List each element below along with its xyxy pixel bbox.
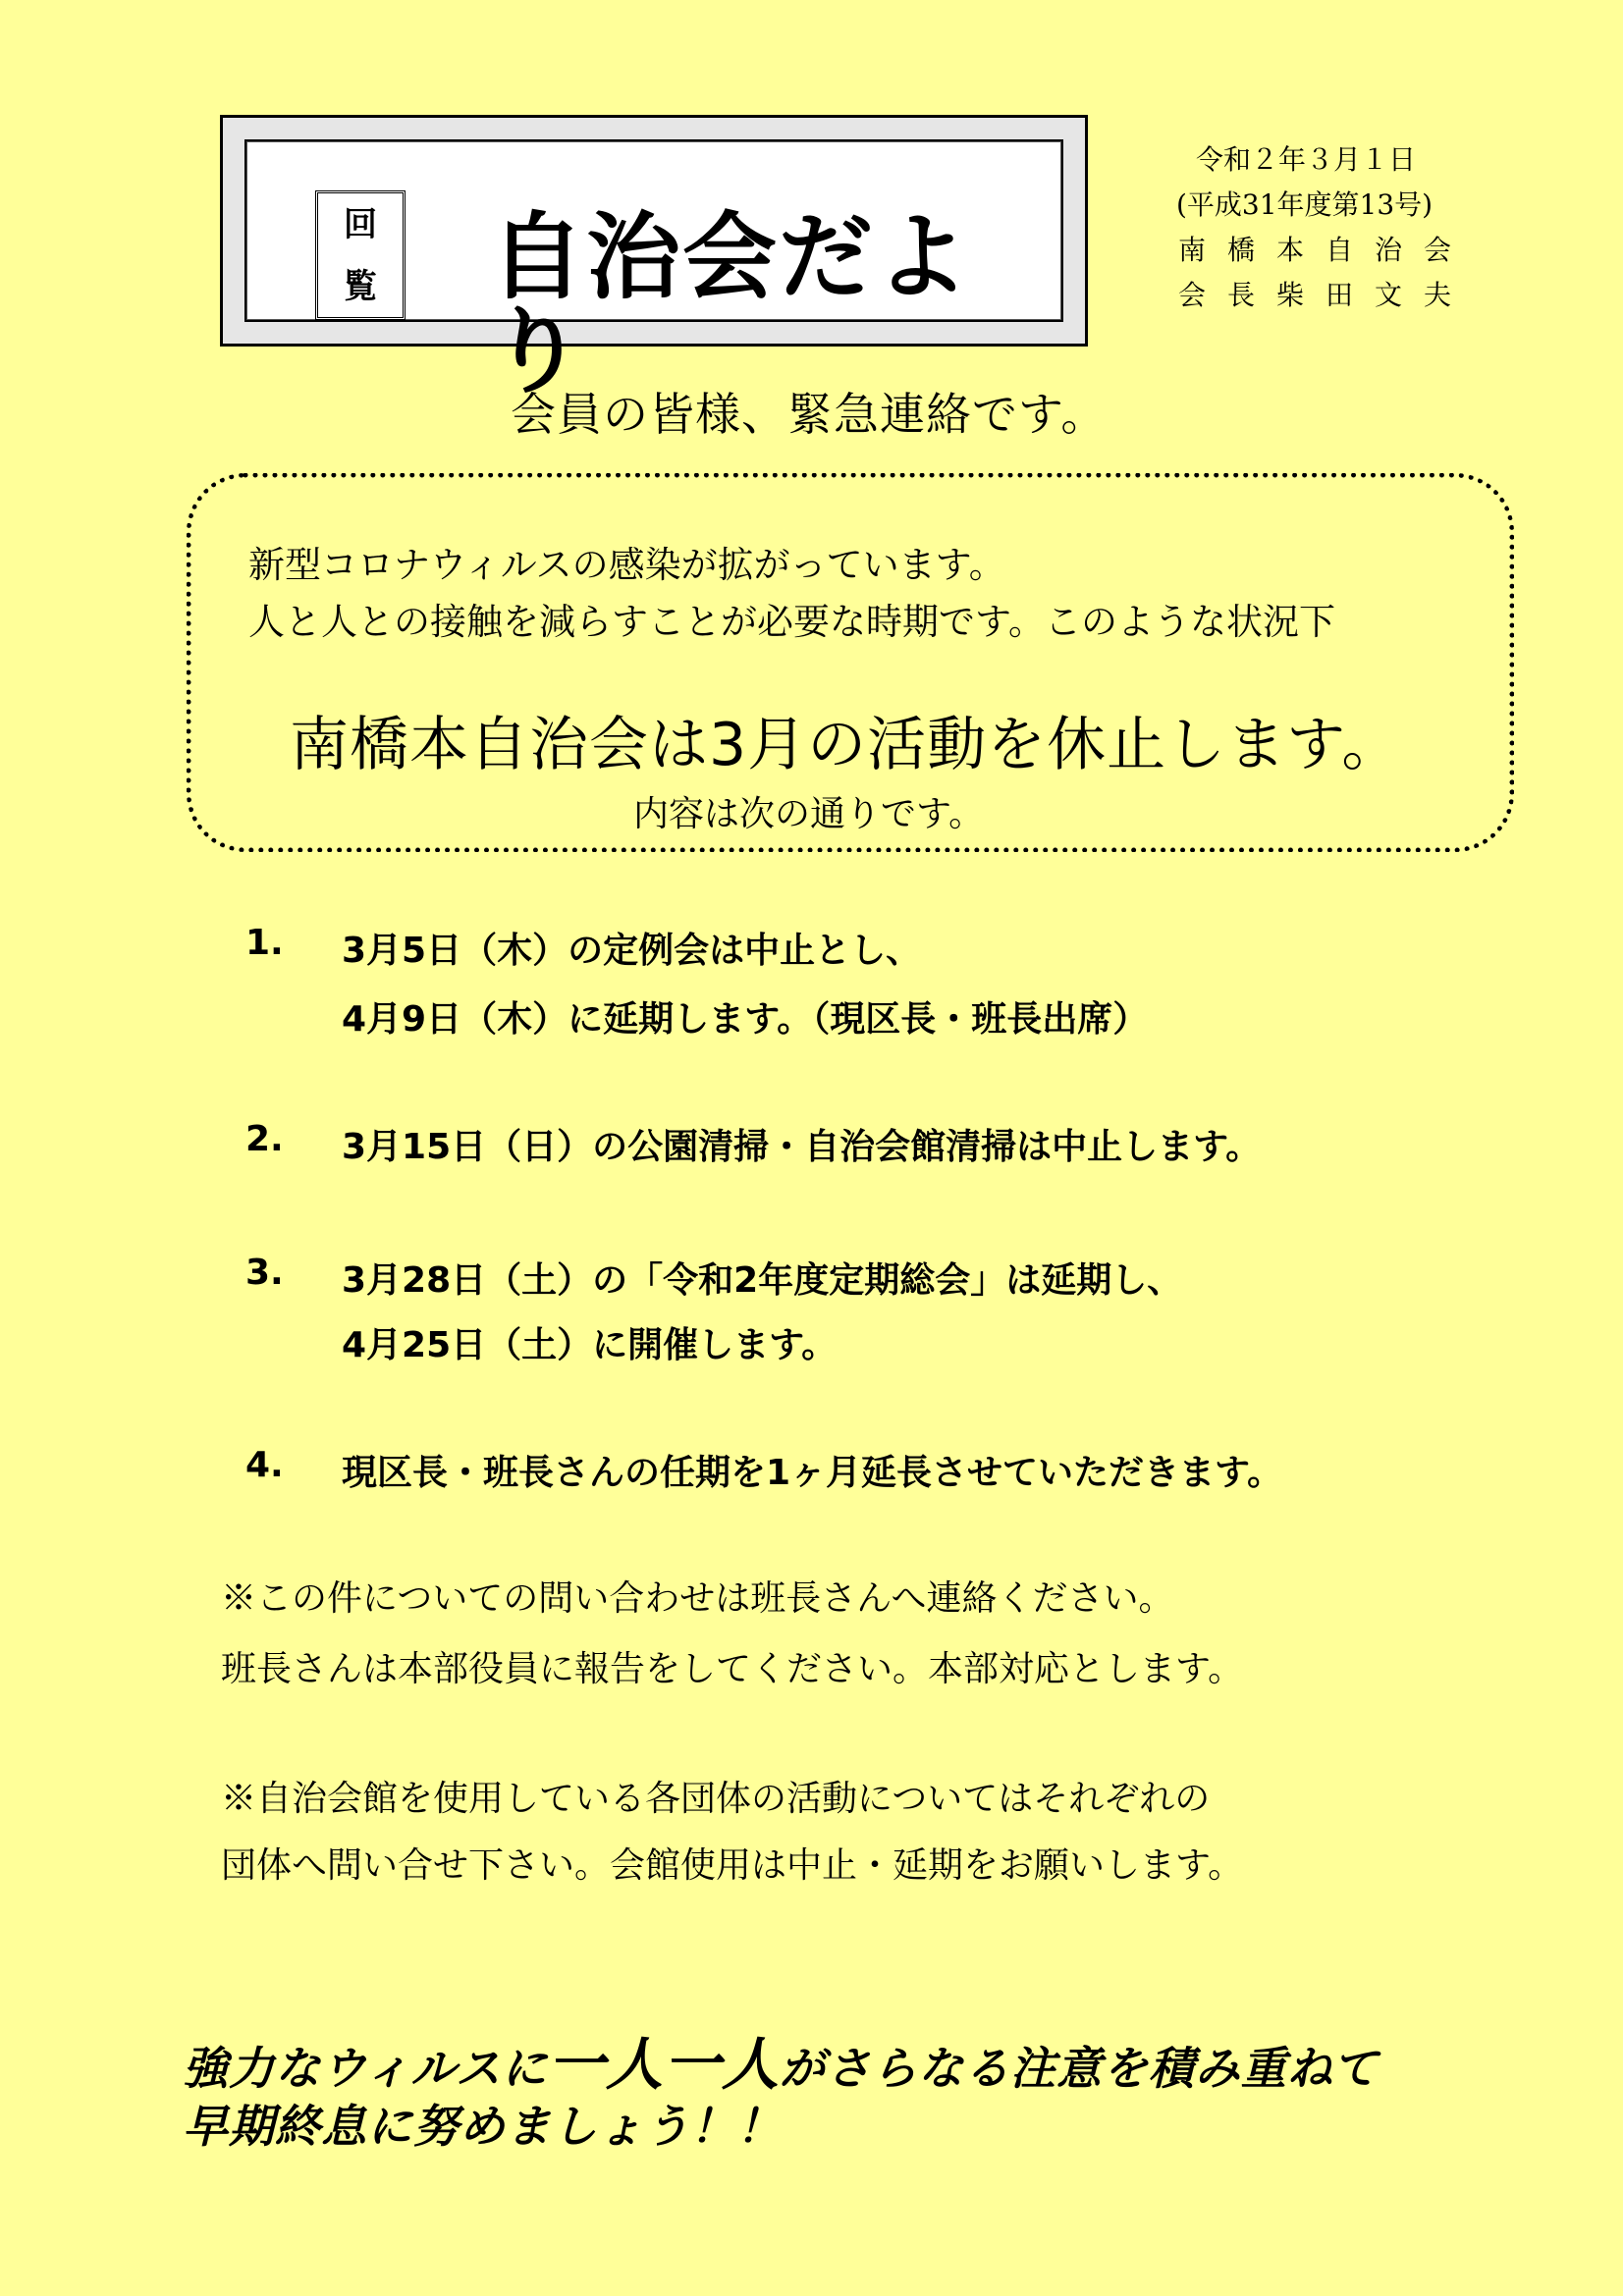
notice-box: [187, 473, 1514, 852]
issue-number: (平成31年度第13号): [1176, 188, 1434, 221]
item-2-number: 2.: [245, 1119, 284, 1159]
item-4-line-1: 現区長・班長さんの任期を1ヶ月延長させていただきます。: [342, 1453, 1283, 1493]
item-1-line-1: 3月5日（木）の定例会は中止とし、: [342, 931, 922, 971]
item-2-line-1: 3月15日（日）の公園清掃・自治会館清掃は中止します。: [342, 1127, 1262, 1167]
note-1-line-1: ※この件についての問い合わせは班長さんへ連絡ください。: [221, 1578, 1174, 1619]
issue-date: 令和２年３月１日: [1196, 143, 1417, 176]
item-3-number: 3.: [245, 1253, 284, 1293]
chair-name: 会長柴田文夫: [1178, 279, 1474, 311]
circulation-stamp-top: 回: [344, 204, 377, 244]
emergency-heading: 会員の皆様、緊急連絡です。: [511, 388, 1108, 441]
slogan-line-2: 早期終息に努めましょう！！: [183, 2100, 783, 2153]
notice-line-1: 新型コロナウィルスの感染が拡がっています。: [248, 544, 1005, 586]
slogan-emphasis: 一人一人: [547, 2031, 780, 2098]
note-2-line-2: 団体へ問い合せ下さい。会館使用は中止・延期をお願いします。: [221, 1845, 1244, 1886]
item-3-line-1: 3月28日（土）の「令和2年度定期総会」は延期し、: [342, 1260, 1183, 1301]
newsletter-title: 自治会だより: [490, 202, 971, 406]
notice-sub: 内容は次の通りです。: [633, 794, 985, 834]
note-2-line-1: ※自治会館を使用している各団体の活動についてはそれぞれの: [221, 1779, 1211, 1819]
item-4-number: 4.: [245, 1445, 284, 1485]
slogan-line-1: [183, 2018, 1379, 2101]
slogan-part-1: 強力なウィルスに: [183, 2042, 548, 2095]
item-3-line-2: 4月25日（土）に開催します。: [342, 1325, 838, 1365]
circulation-stamp: [315, 190, 406, 320]
item-1-number: 1.: [245, 923, 284, 963]
issue-info: [1159, 137, 1473, 318]
notice-main: 南橋本自治会は3月の活動を休止します。: [290, 711, 1402, 779]
item-1-line-2: 4月9日（木）に延期します。（現区長・班長出席）: [342, 999, 1149, 1040]
header-plate: [220, 115, 1088, 406]
header-plate-inner: [244, 139, 1063, 406]
association-name: 南橋本自治会: [1178, 234, 1474, 266]
circulation-stamp-bottom: 覧: [344, 266, 377, 306]
notice-line-2: 人と人との接触を減らすことが必要な時期です。このような状況下: [248, 601, 1336, 643]
slogan-part-3: がさらなる注意を積み重ねて: [779, 2042, 1379, 2095]
note-1-line-2: 班長さんは本部役員に報告をしてください。本部対応とします。: [221, 1649, 1244, 1689]
